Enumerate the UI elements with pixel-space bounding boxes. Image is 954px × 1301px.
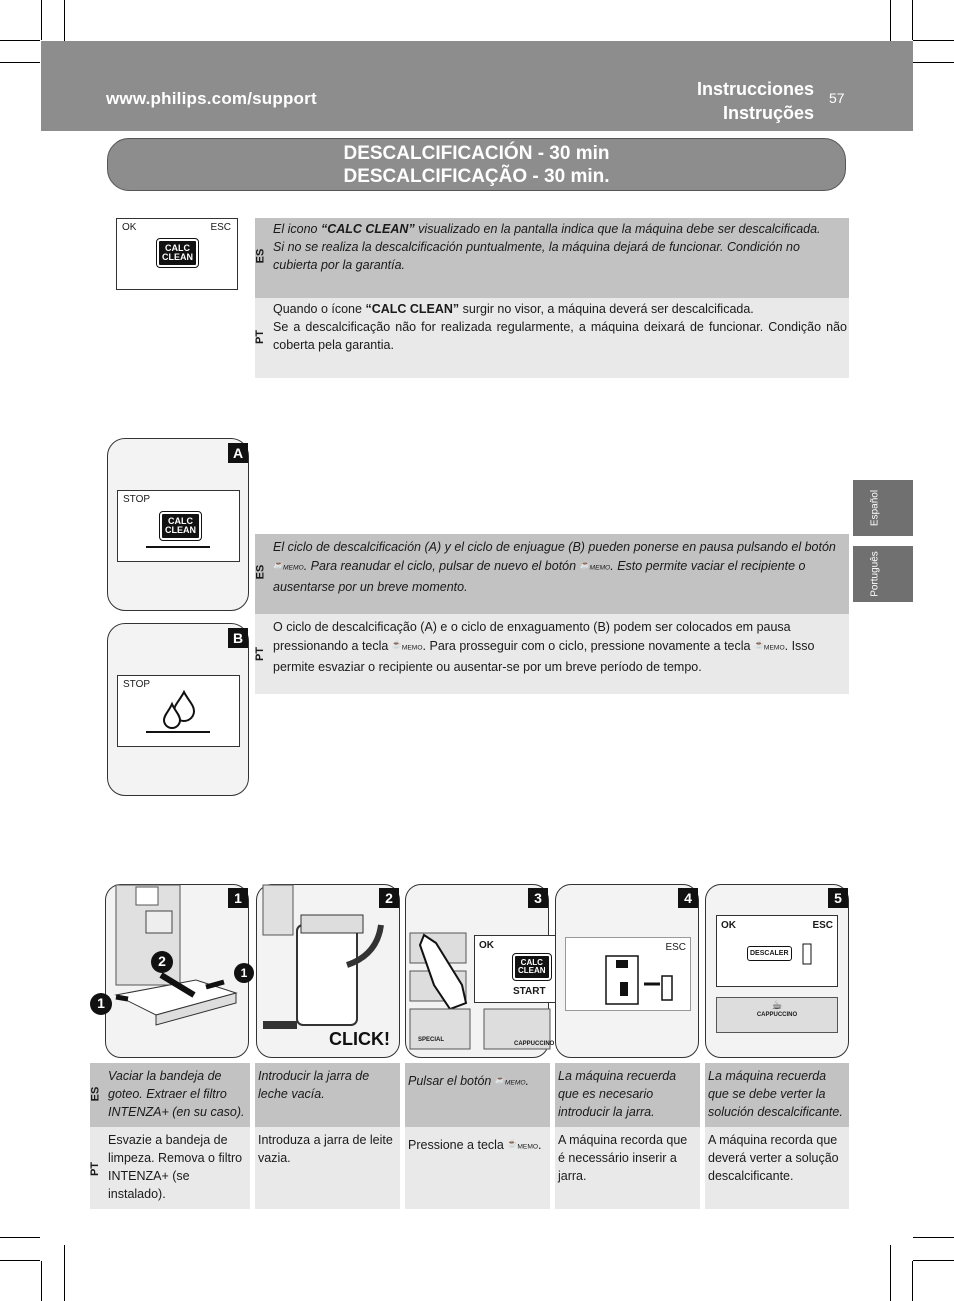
memo-cup-icon: $☕_{MEMO}$ — [507, 1139, 539, 1151]
panel-b-badge: B — [228, 628, 248, 648]
step-3-image — [405, 884, 555, 1058]
crop-mark — [890, 1245, 891, 1301]
step-4-pt-text: A máquina recorda que é necessário inserir a jarra. — [555, 1127, 700, 1209]
lang-label-pt: PT — [254, 329, 267, 345]
crop-mark — [913, 1260, 954, 1261]
section-title-pt: DESCALCIFICAÇÃO - 30 min. — [343, 166, 610, 187]
cappuccino-label: CAPPUCCINO — [514, 1041, 555, 1047]
click-label: CLICK! — [329, 1029, 390, 1049]
header-title-es: Instrucciones — [696, 79, 814, 99]
step-1-pt-text: Esvazie a bandeja de limpeza. Remova o filtro INTENZA+ (se instalado). — [90, 1127, 250, 1209]
panel-b-screen — [117, 675, 240, 747]
step-5-image — [705, 884, 849, 1058]
step-4-image — [555, 884, 699, 1058]
step-5-es-text: La máquina recuerda que se debe verter la solución descalcificante. — [705, 1063, 849, 1127]
memo-cup-icon: $☕_{MEMO}$ — [273, 560, 304, 572]
marker-2: 2 — [151, 951, 173, 973]
pressing-finger-illustration — [406, 885, 550, 1059]
crop-mark — [912, 0, 913, 40]
step-2-image — [256, 884, 400, 1058]
header-title-pt: Instruções — [722, 103, 814, 123]
crop-mark — [913, 1237, 954, 1238]
calc-clean-icon: CALC CLEAN — [157, 239, 198, 267]
lang-label-es: ES — [254, 248, 267, 264]
display-esc-label: ESC — [665, 942, 686, 953]
display-ok-label: OK — [721, 920, 736, 931]
marker-1: 1 — [234, 963, 254, 983]
step-1-image — [97, 884, 249, 1058]
panel-a-descaling — [107, 438, 249, 611]
display-ok-label: OK — [479, 940, 494, 951]
crop-mark — [0, 1260, 40, 1261]
special-label: SPECIAL — [418, 1037, 445, 1043]
crop-mark — [0, 40, 40, 41]
tab-espanol-label: Español — [869, 489, 881, 527]
display-ok-label: OK — [122, 222, 137, 233]
memo-cup-icon: $☕_{MEMO}$ — [753, 640, 785, 652]
crop-mark — [913, 62, 954, 63]
step-badge: 4 — [678, 888, 698, 908]
step-badge: 5 — [828, 888, 848, 908]
step-4-es-text: La máquina recuerda que es necesario introducir la jarra. — [555, 1063, 700, 1127]
descaler-jug-icon — [799, 942, 819, 966]
crop-mark — [41, 1261, 42, 1301]
step-2-es-text: Introducir la jarra de leche vacía. — [255, 1063, 400, 1127]
tab-espanol[interactable] — [853, 480, 913, 536]
panel-a-badge: A — [228, 443, 248, 463]
panel-a-screen — [117, 490, 240, 562]
water-drops-icon — [158, 690, 202, 730]
calc-clean-display — [116, 218, 238, 290]
crop-mark — [912, 1261, 913, 1301]
lang-label-pt: PT — [89, 1161, 102, 1177]
section2-es-text: El ciclo de descalcificación (A) y el ciclo de enjuague (B) pueden ponerse en pausa pulsando el botón $☕_{MEMO}$. Para reanudar el ciclo, pulsar de nuevo el botón $☕_{MEMO}$. Esto permite vaciar el recipiente o ausentarse por un breve momento. — [255, 534, 849, 614]
section-title-es: DESCALCIFICACIÓN - 30 min — [343, 143, 610, 164]
step-3-es-text: Pulsar el botón $☕_{MEMO}$. — [405, 1063, 550, 1127]
step-badge: 3 — [528, 888, 548, 908]
stop-label: STOP — [123, 679, 151, 690]
crop-mark — [913, 40, 954, 41]
cappuccino-button[interactable]: ☕ CAPPUCCINO — [716, 997, 838, 1033]
crop-mark — [0, 62, 40, 63]
step-badge: 2 — [379, 888, 399, 908]
support-url[interactable]: www.philips.com/support — [106, 89, 317, 108]
calc-clean-icon: CALC CLEAN — [513, 954, 551, 980]
page-number: 57 — [829, 90, 845, 106]
step-5-pt-text: A máquina recorda que deverá verter a solução descalcificante. — [705, 1127, 849, 1209]
marker-1: 1 — [90, 993, 112, 1015]
crop-mark — [41, 0, 42, 40]
progress-bar — [146, 731, 210, 733]
lang-label-pt: PT — [254, 646, 267, 662]
section1-pt-text: Quando o ícone “CALC CLEAN” surgir no visor, a máquina deverá ser descalcificada. Se a descalcificação não for realizada regularmente, a máquina deixará de funcionar. Condição não coberta pela garantia. — [255, 298, 849, 378]
display-esc-label: ESC — [210, 222, 231, 233]
descaler-bottle-icon: DESCALER — [747, 946, 792, 961]
cup-icon: ☕ — [771, 998, 783, 1012]
lang-label-es: ES — [89, 1086, 102, 1102]
memo-cup-icon: $☕_{MEMO}$ — [494, 1075, 526, 1087]
step-3-pt-text: Pressione a tecla $☕_{MEMO}$. — [405, 1127, 550, 1209]
step-2-pt-text: Introduza a jarra de leite vazia. — [255, 1127, 400, 1209]
memo-cup-icon: $☕_{MEMO}$ — [391, 640, 423, 652]
stop-label: STOP — [123, 494, 151, 505]
start-label: START — [513, 986, 546, 997]
crop-mark — [64, 1245, 65, 1301]
section2-pt-text: O ciclo de descalcificação (A) e o ciclo de enxaguamento (B) podem ser colocados em pausa pressionando a tecla $☕_{MEMO}$. Para prosseguir com o ciclo, pressione novamente a tecla $☕_{MEMO}$. Isso permite esvaziar o recipiente ou ausentar-se por um breve período de tempo. — [255, 614, 849, 694]
jug-reminder-icon — [566, 938, 690, 1010]
display-esc-label: ESC — [812, 920, 833, 931]
memo-cup-icon: $☕_{MEMO}$ — [579, 560, 611, 572]
step-5-screen — [716, 915, 838, 987]
section1-es-text: El icono “CALC CLEAN” visualizado en la pantalla indica que la máquina debe ser descalcificada. Si no se realiza la descalcificación puntualmente, la máquina dejará de funcionar. Condición no cubierta por la garantía. — [255, 218, 849, 298]
lang-label-es: ES — [254, 564, 267, 580]
tab-portugues-label: Português — [869, 551, 881, 597]
step-1-es-text: Vaciar la bandeja de goteo. Extraer el filtro INTENZA+ (en su caso). — [90, 1063, 250, 1127]
drip-tray-illustration — [106, 885, 250, 1059]
step-4-screen — [565, 937, 691, 1011]
calc-clean-icon: CALC CLEAN — [160, 512, 201, 540]
panel-b-rinsing — [107, 623, 249, 796]
progress-bar — [146, 546, 210, 548]
step-badge: 1 — [228, 888, 248, 908]
tab-portugues[interactable] — [853, 546, 913, 602]
section-title — [107, 138, 846, 191]
crop-mark — [0, 1237, 40, 1238]
